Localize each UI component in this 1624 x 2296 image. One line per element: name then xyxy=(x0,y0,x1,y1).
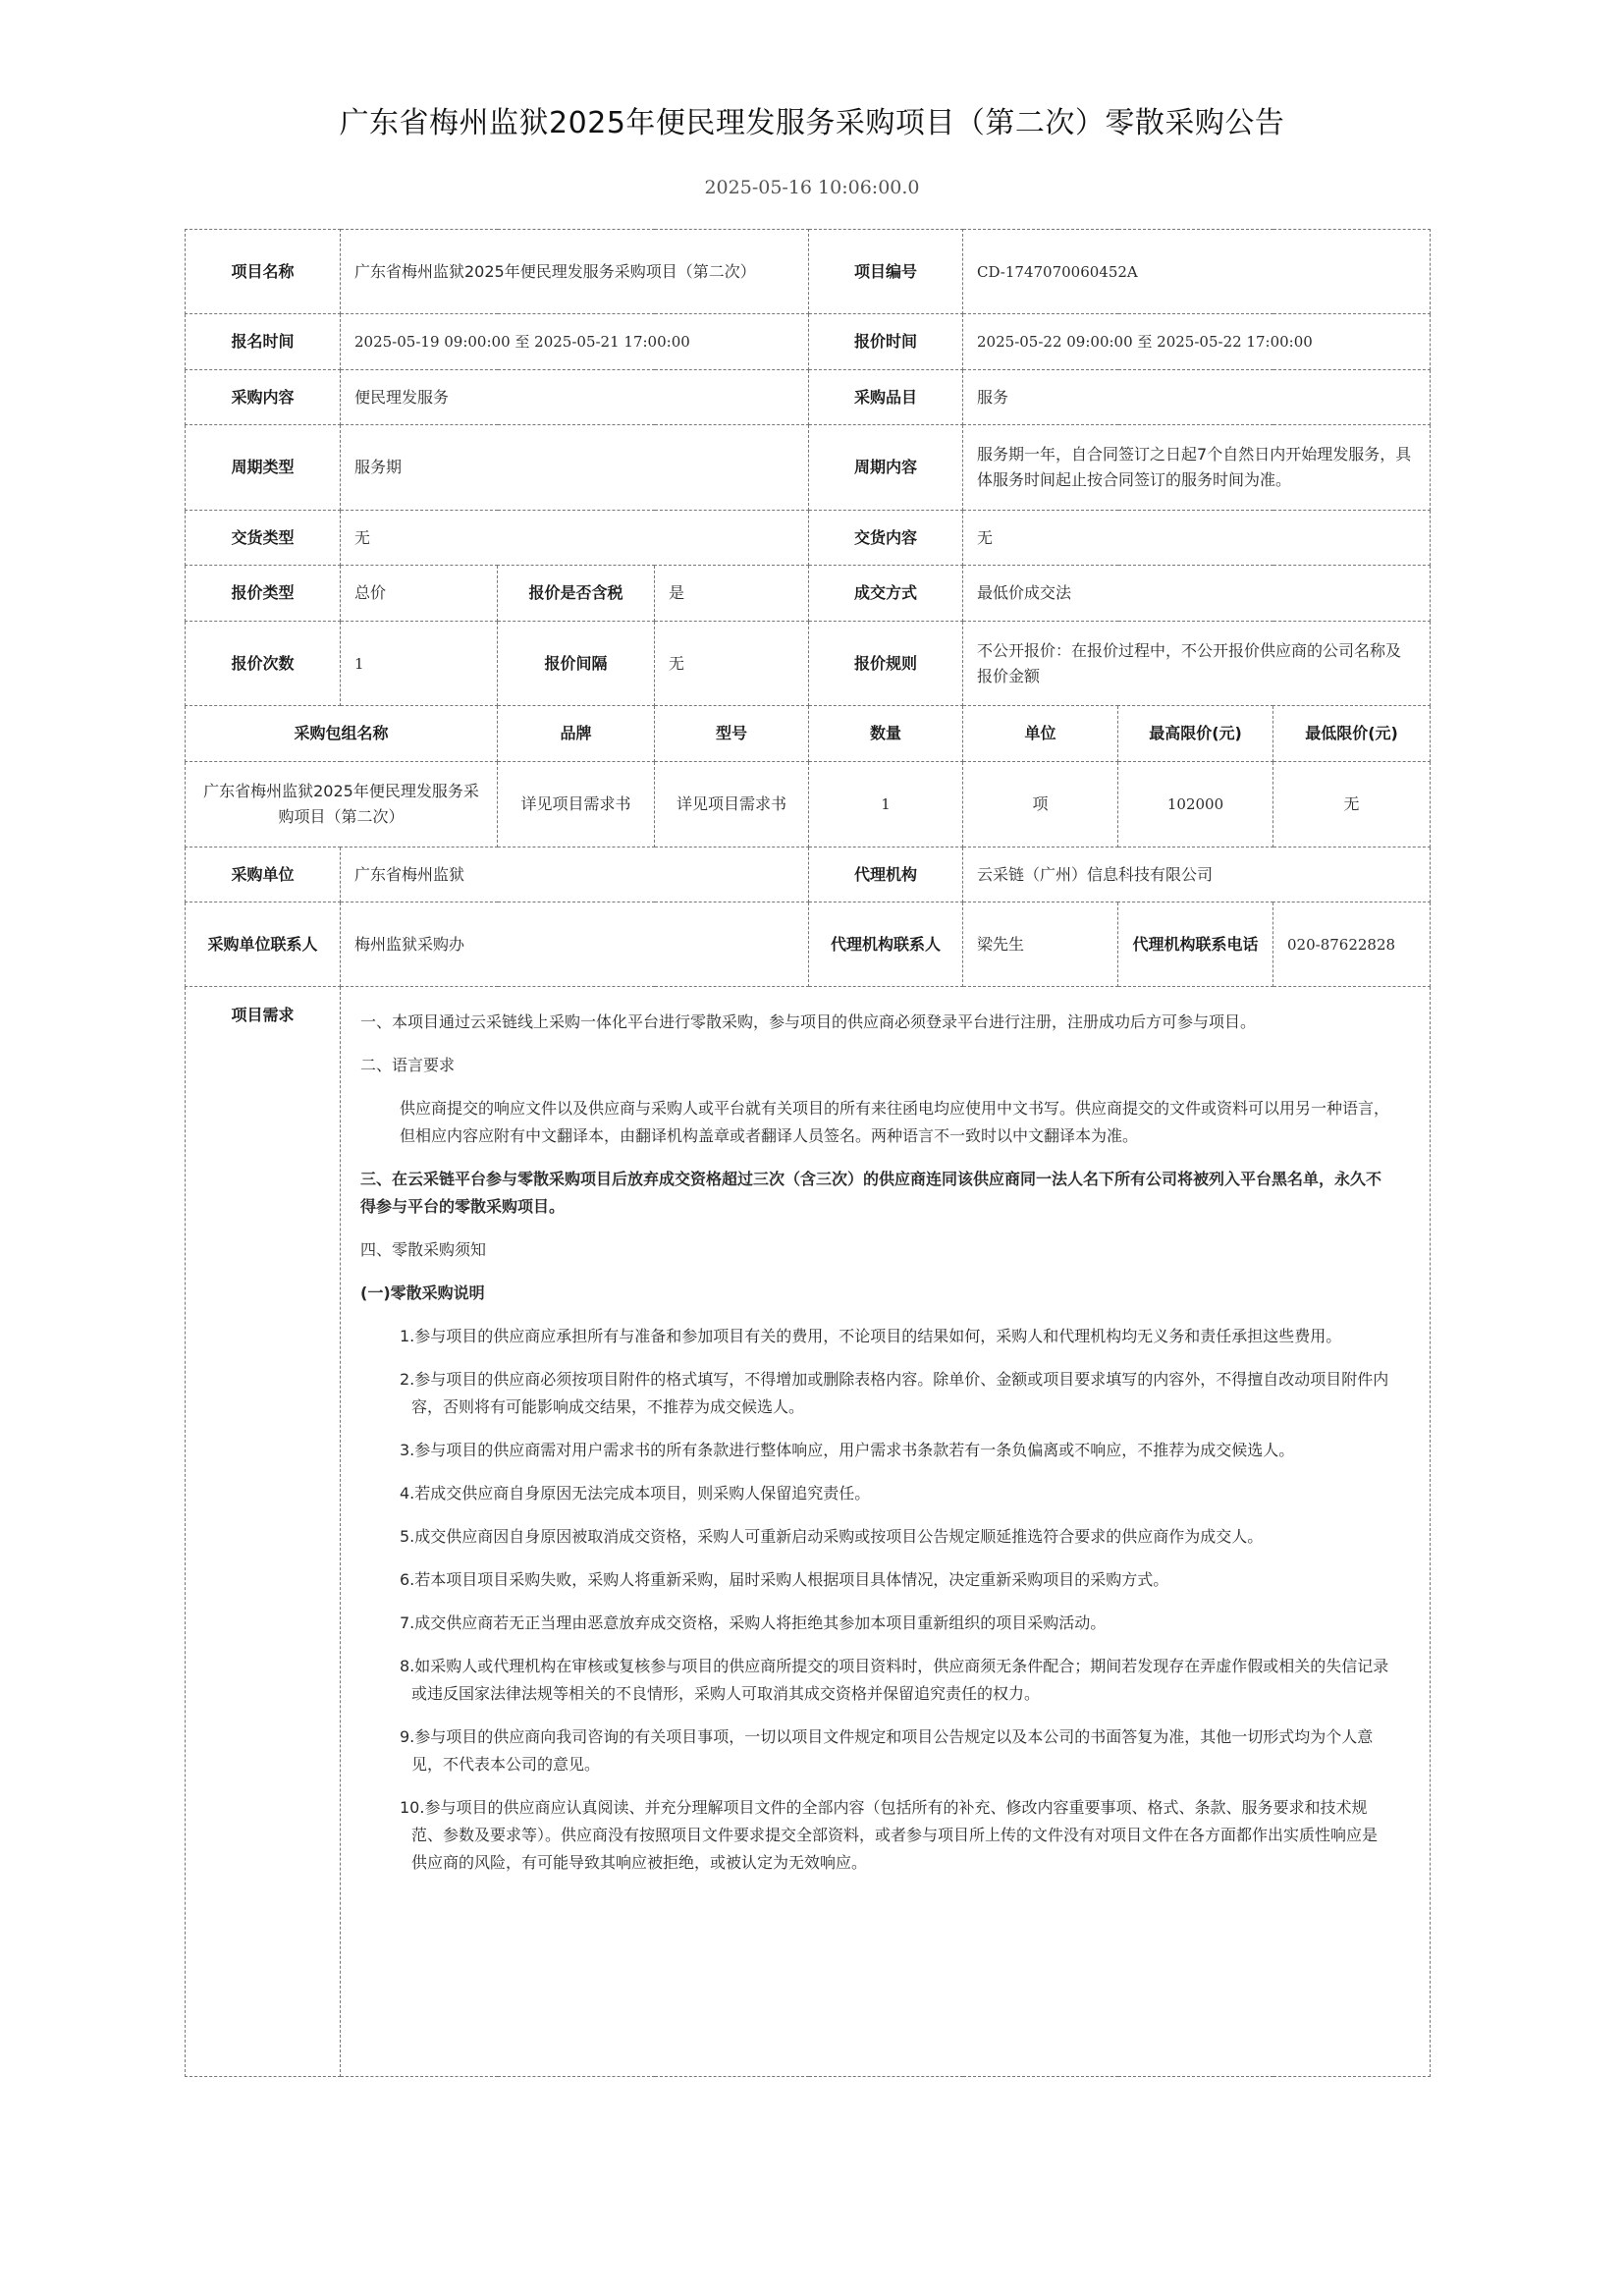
quote-rule-value: 不公开报价：在报价过程中，不公开报价供应商的公司名称及报价金额 xyxy=(963,622,1431,706)
category-value: 服务 xyxy=(963,370,1431,425)
req-paragraph: 供应商提交的响应文件以及供应商与采购人或平台就有关项目的所有来往函电均应使用中文书写。供应商提交的文件或资料可以用另一种语言，但相应内容应附有中文翻译本，由翻译机构盖章或者翻译人员签名。两种语言不一致时以中文翻译本为准。 xyxy=(400,1099,1390,1145)
buyer-value: 广东省梅州监狱 xyxy=(341,847,809,902)
pkg-qty-header: 数量 xyxy=(809,706,963,762)
package-header-row xyxy=(186,706,1431,762)
quote-type-value: 总价 xyxy=(341,566,498,622)
quote-type-label: 报价类型 xyxy=(186,566,341,622)
package-row xyxy=(186,762,1431,847)
pkg-name-value: 广东省梅州监狱2025年便民理发服务采购项目（第二次） xyxy=(186,762,498,847)
req-list-item: 2.参与项目的供应商必须按项目附件的格式填写，不得增加或删除表格内容。除单价、金额或项目要求填写的内容外，不得擅自改动项目附件内容，否则将有可能影响成交结果，不推荐为成交候选人。 xyxy=(400,1370,1389,1416)
content-label: 采购内容 xyxy=(186,370,341,425)
req-list-item: 4.若成交供应商自身原因无法完成本项目，则采购人保留追究责任。 xyxy=(400,1484,871,1503)
pkg-brand-header: 品牌 xyxy=(498,706,655,762)
agency-contact-label: 代理机构联系人 xyxy=(809,902,963,987)
pkg-qty-value: 1 xyxy=(809,762,963,847)
quote-time-label: 报价时间 xyxy=(809,314,963,370)
delivery-type-label: 交货类型 xyxy=(186,511,341,566)
pkg-name-header: 采购包组名称 xyxy=(186,706,498,762)
pkg-max-header: 最高限价(元) xyxy=(1118,706,1273,762)
req-paragraph-bold: 三、在云采链平台参与零散采购项目后放弃成交资格超过三次（含三次）的供应商连同该供应商同一法人名下所有公司将被列入平台黑名单，永久不得参与平台的零散采购项目。 xyxy=(360,1170,1382,1216)
req-list-item: 7.成交供应商若无正当理由恶意放弃成交资格，采购人将拒绝其参加本项目重新组织的项目采购活动。 xyxy=(400,1613,1107,1632)
pkg-min-header: 最低限价(元) xyxy=(1273,706,1431,762)
quote-time-value: 2025-05-22 09:00:00 至 2025-05-22 17:00:00 xyxy=(963,314,1431,370)
req-list-item: 9.参与项目的供应商向我司咨询的有关项目事项，一切以项目文件规定和项目公告规定以及本公司的书面答复为准，其他一切形式均为个人意见，不代表本公司的意见。 xyxy=(400,1727,1374,1774)
req-list-item: 10.参与项目的供应商应认真阅读、并充分理解项目文件的全部内容（包括所有的补充、修改内容重要事项、格式、条款、服务要求和技术规范、参数及要求等）。供应商没有按照项目文件要求提交全部资料，或者参与项目所上传的文件没有对项目文件在各方面都作出实质性响应是供应商的风险，有可能导致其响应被拒绝，或被认定为无效响应。 xyxy=(400,1798,1379,1872)
pkg-unit-header: 单位 xyxy=(963,706,1118,762)
req-paragraph: 一、本项目通过云采链线上采购一体化平台进行零散采购，参与项目的供应商必须登录平台进行注册，注册成功后方可参与项目。 xyxy=(360,1012,1257,1031)
project-name-value: 广东省梅州监狱2025年便民理发服务采购项目（第二次） xyxy=(341,230,809,314)
agency-phone-label: 代理机构联系电话 xyxy=(1118,902,1273,987)
req-subheading: (一)零散采购说明 xyxy=(360,1284,485,1302)
project-info-table xyxy=(185,229,1431,2077)
req-heading: 四、零散采购须知 xyxy=(360,1240,487,1259)
requirements-label: 项目需求 xyxy=(186,987,341,2077)
buyer-label: 采购单位 xyxy=(186,847,341,902)
delivery-content-label: 交货内容 xyxy=(809,511,963,566)
period-content-value: 服务期一年，自合同签订之日起7个自然日内开始理发服务，具体服务时间起止按合同签订的服务时间为准。 xyxy=(963,425,1431,511)
tax-value: 是 xyxy=(655,566,809,622)
table-row xyxy=(186,511,1431,566)
table-row xyxy=(186,230,1431,314)
agency-label: 代理机构 xyxy=(809,847,963,902)
quote-count-label: 报价次数 xyxy=(186,622,341,706)
quote-count-value: 1 xyxy=(341,622,498,706)
quote-interval-value: 无 xyxy=(655,622,809,706)
table-row xyxy=(186,622,1431,706)
page-title: 广东省梅州监狱2025年便民理发服务采购项目（第二次）零散采购公告 xyxy=(339,106,1285,140)
table-row xyxy=(186,370,1431,425)
req-list-item: 8.如采购人或代理机构在审核或复核参与项目的供应商所提交的项目资料时，供应商须无条件配合；期间若发现存在弄虚作假或相关的失信记录或违反国家法律法规等相关的不良情形，采购人可取消其成交资格并保留追究责任的权力。 xyxy=(400,1657,1389,1703)
quote-interval-label: 报价间隔 xyxy=(498,622,655,706)
agency-value: 云采链（广州）信息科技有限公司 xyxy=(963,847,1431,902)
table-row xyxy=(186,902,1431,987)
deal-method-label: 成交方式 xyxy=(809,566,963,622)
req-list-item: 3.参与项目的供应商需对用户需求书的所有条款进行整体响应，用户需求书条款若有一条负偏离或不响应，不推荐为成交候选人。 xyxy=(400,1441,1295,1459)
req-heading: 二、语言要求 xyxy=(360,1056,456,1074)
category-label: 采购品目 xyxy=(809,370,963,425)
deal-method-value: 最低价成交法 xyxy=(963,566,1431,622)
project-no-value: CD-1747070060452A xyxy=(963,230,1431,314)
buyer-contact-label: 采购单位联系人 xyxy=(186,902,341,987)
period-type-label: 周期类型 xyxy=(186,425,341,511)
requirements-body xyxy=(341,987,1431,2077)
table-row xyxy=(186,425,1431,511)
period-type-value: 服务期 xyxy=(341,425,809,511)
requirements-row xyxy=(186,987,1431,2077)
signup-time-label: 报名时间 xyxy=(186,314,341,370)
pkg-unit-value: 项 xyxy=(963,762,1118,847)
table-row xyxy=(186,566,1431,622)
req-list-item: 6.若本项目项目采购失败，采购人将重新采购，届时采购人根据项目具体情况，决定重新采购项目的采购方式。 xyxy=(400,1570,1169,1589)
signup-time-value: 2025-05-19 09:00:00 至 2025-05-21 17:00:00 xyxy=(341,314,809,370)
project-name-label: 项目名称 xyxy=(186,230,341,314)
agency-contact-value: 梁先生 xyxy=(963,902,1118,987)
buyer-contact-value: 梅州监狱采购办 xyxy=(341,902,809,987)
quote-rule-label: 报价规则 xyxy=(809,622,963,706)
pkg-model-header: 型号 xyxy=(655,706,809,762)
publish-date: 2025-05-16 10:06:00.0 xyxy=(704,177,920,198)
delivery-type-value: 无 xyxy=(341,511,809,566)
pkg-brand-value: 详见项目需求书 xyxy=(498,762,655,847)
delivery-content-value: 无 xyxy=(963,511,1431,566)
table-row xyxy=(186,314,1431,370)
pkg-max-value: 102000 xyxy=(1118,762,1273,847)
tax-label: 报价是否含税 xyxy=(498,566,655,622)
req-list-item: 1.参与项目的供应商应承担所有与准备和参加项目有关的费用，不论项目的结果如何，采购人和代理机构均无义务和责任承担这些费用。 xyxy=(400,1327,1342,1345)
period-content-label: 周期内容 xyxy=(809,425,963,511)
content-value: 便民理发服务 xyxy=(341,370,809,425)
table-row xyxy=(186,847,1431,902)
agency-phone-value: 020-87622828 xyxy=(1273,902,1431,987)
project-no-label: 项目编号 xyxy=(809,230,963,314)
pkg-model-value: 详见项目需求书 xyxy=(655,762,809,847)
req-list-item: 5.成交供应商因自身原因被取消成交资格，采购人可重新启动采购或按项目公告规定顺延推选符合要求的供应商作为成交人。 xyxy=(400,1527,1264,1546)
pkg-min-value: 无 xyxy=(1273,762,1431,847)
